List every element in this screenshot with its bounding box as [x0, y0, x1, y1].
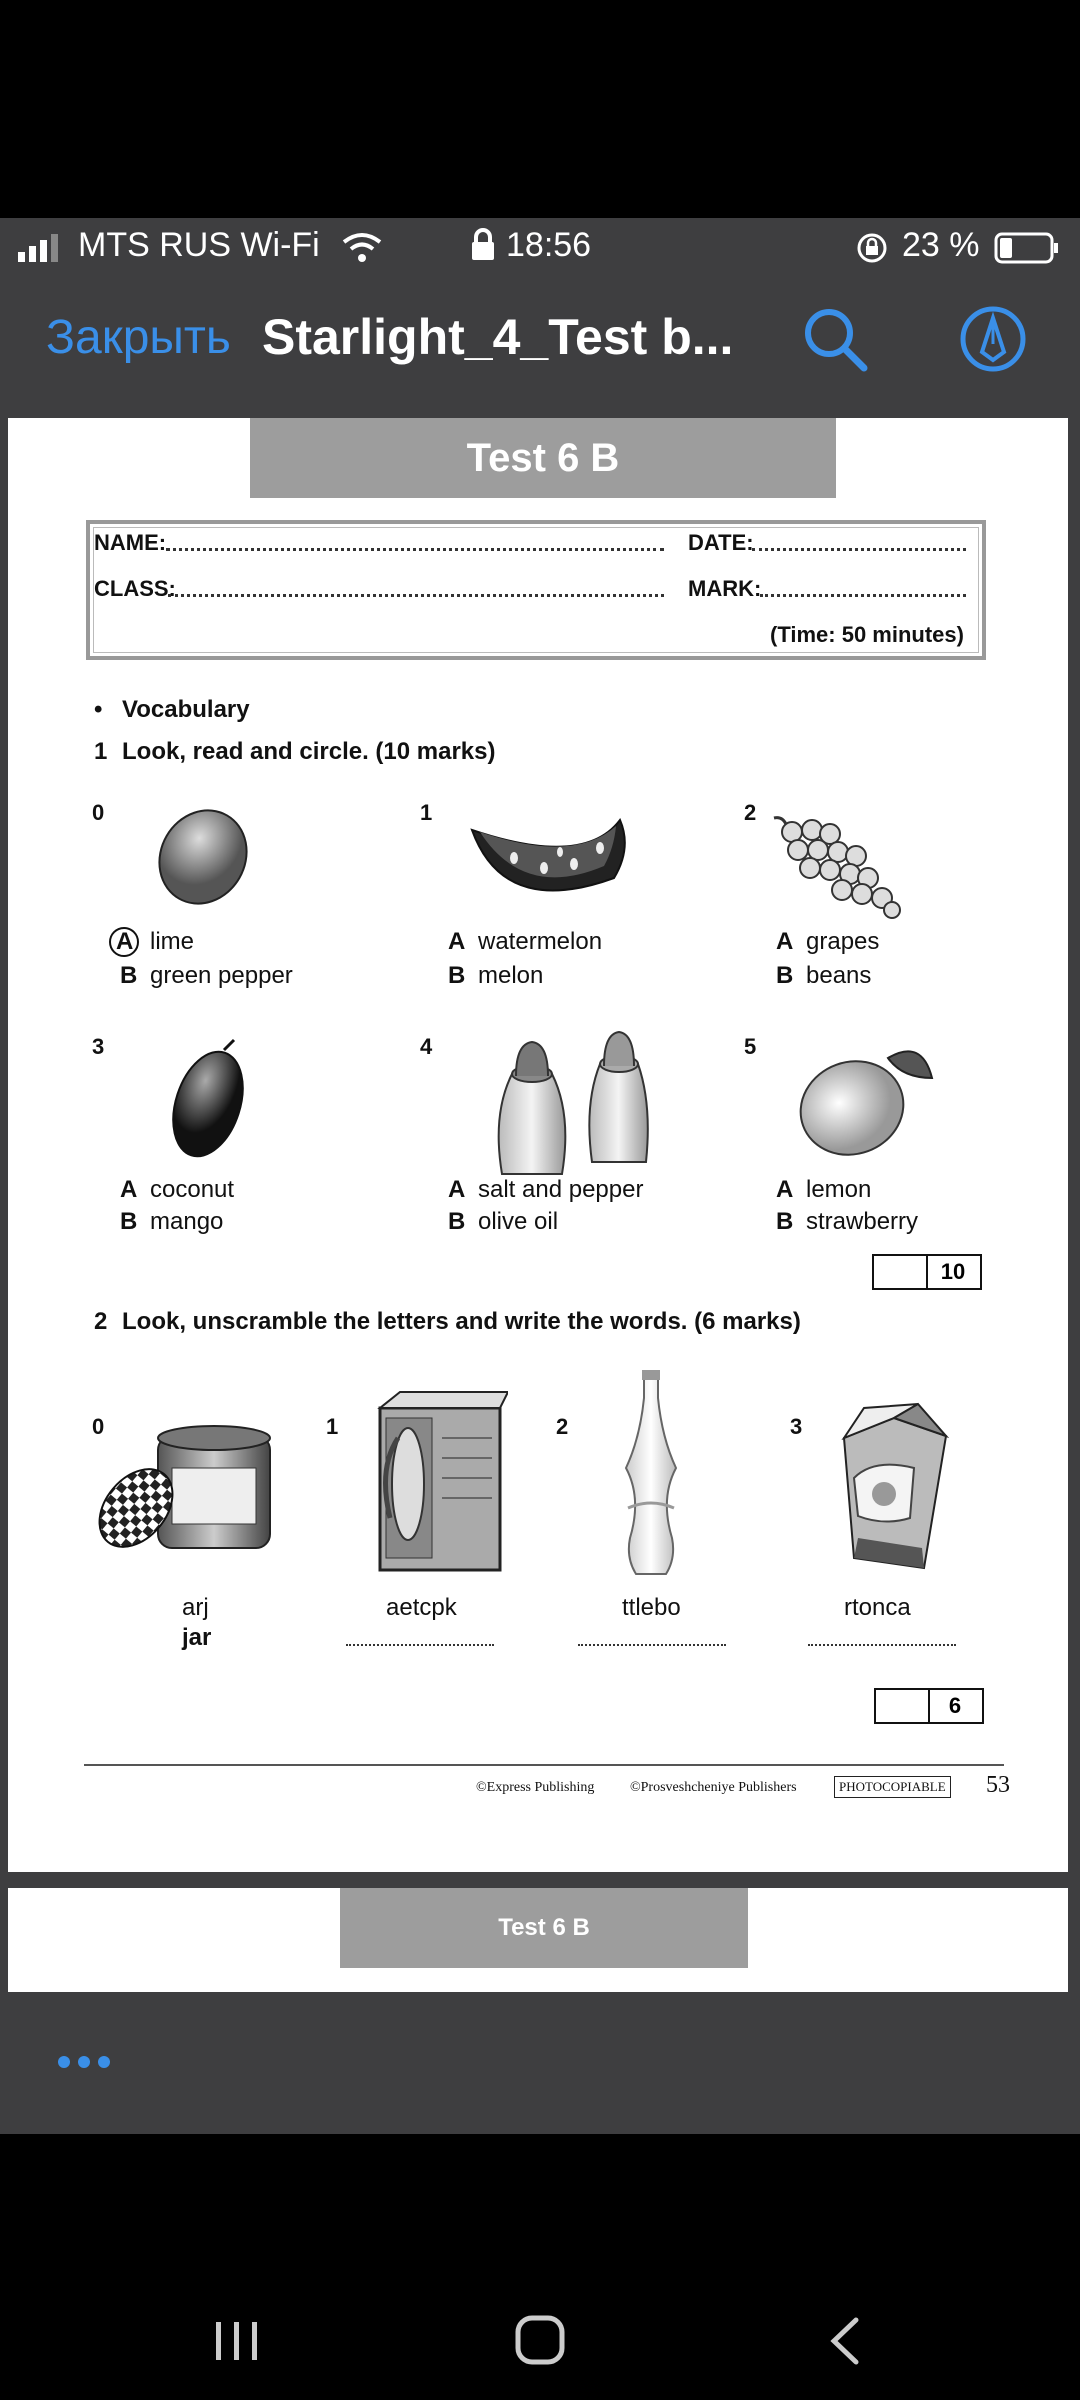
option-b-text[interactable]: green pepper [150, 962, 293, 989]
item-number: 2 [744, 800, 757, 825]
answer-field[interactable] [808, 1644, 956, 1646]
watermelon-image [464, 808, 634, 908]
home-icon[interactable] [514, 2314, 568, 2368]
option-a-text[interactable]: coconut [150, 1176, 235, 1203]
mark-field[interactable] [760, 594, 966, 597]
recent-apps-icon[interactable] [212, 2316, 262, 2366]
document-page [8, 418, 1068, 1872]
task2-title: Look, unscramble the letters and write the words. (6 marks) [122, 1308, 801, 1335]
back-icon[interactable] [826, 2316, 866, 2366]
clock: 18:56 [506, 226, 592, 264]
item-number: 1 [326, 1414, 339, 1439]
salt-and-pepper-image [488, 1014, 668, 1180]
option-a-text[interactable]: lemon [806, 1176, 872, 1203]
task1-score-box [872, 1254, 982, 1290]
answer-field[interactable] [578, 1644, 726, 1646]
option-b-text[interactable]: olive oil [478, 1208, 559, 1235]
next-test-banner: Test 6 B [340, 1888, 748, 1968]
bullet: • [94, 696, 103, 723]
task1-number: 1 [94, 738, 108, 765]
lock-icon [470, 228, 496, 262]
name-field[interactable] [166, 548, 664, 551]
search-icon[interactable] [800, 304, 870, 374]
document-title: Starlight_4_Test b... [262, 309, 734, 365]
option-b-letter: B [120, 962, 138, 989]
footer-divider [84, 1764, 1004, 1766]
carrier-label: MTS RUS Wi-Fi [78, 226, 320, 264]
bottom-toolbar [0, 1992, 1080, 2134]
item-number: 3 [790, 1414, 803, 1439]
option-b-letter: B [776, 1208, 794, 1235]
bottle-image [606, 1368, 696, 1584]
option-b-letter: B [448, 1208, 466, 1235]
grapes-image [764, 810, 914, 920]
corn-packet-image [368, 1388, 508, 1578]
item-number: 1 [420, 800, 433, 825]
close-button[interactable]: Закрыть [46, 311, 231, 364]
answer-word: jar [182, 1624, 212, 1651]
option-a-letter: A [776, 1176, 794, 1203]
option-a-text[interactable]: grapes [806, 928, 880, 955]
publisher-credit: ©Prosveshcheniye Publishers [630, 1780, 797, 1795]
option-a-letter: A [448, 1176, 466, 1203]
option-a-letter: A [776, 928, 794, 955]
next-document-page [8, 1888, 1068, 1992]
item-number: 0 [92, 800, 105, 825]
task1-title: Look, read and circle. (10 marks) [122, 738, 496, 765]
jar-image [92, 1418, 282, 1558]
item-number: 4 [420, 1034, 433, 1059]
publisher-credit: ©Express Publishing [476, 1780, 595, 1795]
time-limit: (Time: 50 minutes) [770, 622, 964, 647]
rotation-lock-icon [856, 232, 888, 264]
option-a-text[interactable]: salt and pepper [478, 1176, 644, 1203]
name-label: NAME: [94, 530, 167, 555]
mark-label: MARK: [688, 576, 762, 601]
page-number: 53 [986, 1772, 1010, 1798]
task2-total: 6 [948, 1693, 962, 1718]
scrambled-word: aetcpk [386, 1594, 457, 1621]
more-options-icon[interactable] [56, 2042, 116, 2082]
carton-image [814, 1398, 954, 1578]
option-a-text[interactable]: watermelon [478, 928, 603, 955]
markup-pen-icon[interactable] [958, 304, 1028, 374]
task1-total: 10 [940, 1259, 966, 1284]
battery-icon [994, 232, 1060, 264]
scrambled-word: arj [182, 1594, 209, 1621]
wifi-icon [342, 232, 382, 264]
app-header [0, 278, 1080, 402]
option-b-text[interactable]: melon [478, 962, 544, 989]
task2-number: 2 [94, 1308, 108, 1335]
section-title: Vocabulary [122, 696, 250, 723]
mango-image [158, 1036, 258, 1166]
scrambled-word: ttlebo [622, 1594, 681, 1621]
lemon-image [792, 1028, 942, 1168]
option-b-text[interactable]: beans [806, 962, 872, 989]
status-bar [0, 218, 1080, 278]
option-b-letter: B [120, 1208, 138, 1235]
option-a-letter: A [116, 928, 134, 955]
photocopiable-stamp: PHOTOCOPIABLE [834, 1776, 951, 1798]
signal-icon [18, 234, 62, 262]
option-a-text[interactable]: lime [150, 928, 195, 955]
system-navigation-bar [0, 2134, 1080, 2400]
option-b-letter: B [776, 962, 794, 989]
option-b-letter: B [448, 962, 466, 989]
test-banner: Test 6 B [250, 418, 836, 498]
option-b-text[interactable]: strawberry [806, 1208, 919, 1235]
battery-percent: 23 % [902, 226, 980, 264]
date-field[interactable] [752, 548, 966, 551]
item-number: 3 [92, 1034, 105, 1059]
answer-field[interactable] [346, 1644, 494, 1646]
scrambled-word: rtonca [844, 1594, 911, 1621]
item-number: 2 [556, 1414, 569, 1439]
option-b-text[interactable]: mango [150, 1208, 224, 1235]
date-label: DATE: [688, 530, 754, 555]
item-number: 0 [92, 1414, 105, 1439]
class-label: CLASS: [94, 576, 176, 601]
option-a-letter: A [448, 928, 466, 955]
option-a-letter: A [120, 1176, 138, 1203]
class-field[interactable] [168, 594, 664, 597]
item-number: 5 [744, 1034, 757, 1059]
task2-score-box [874, 1688, 984, 1724]
lime-image [148, 802, 258, 912]
